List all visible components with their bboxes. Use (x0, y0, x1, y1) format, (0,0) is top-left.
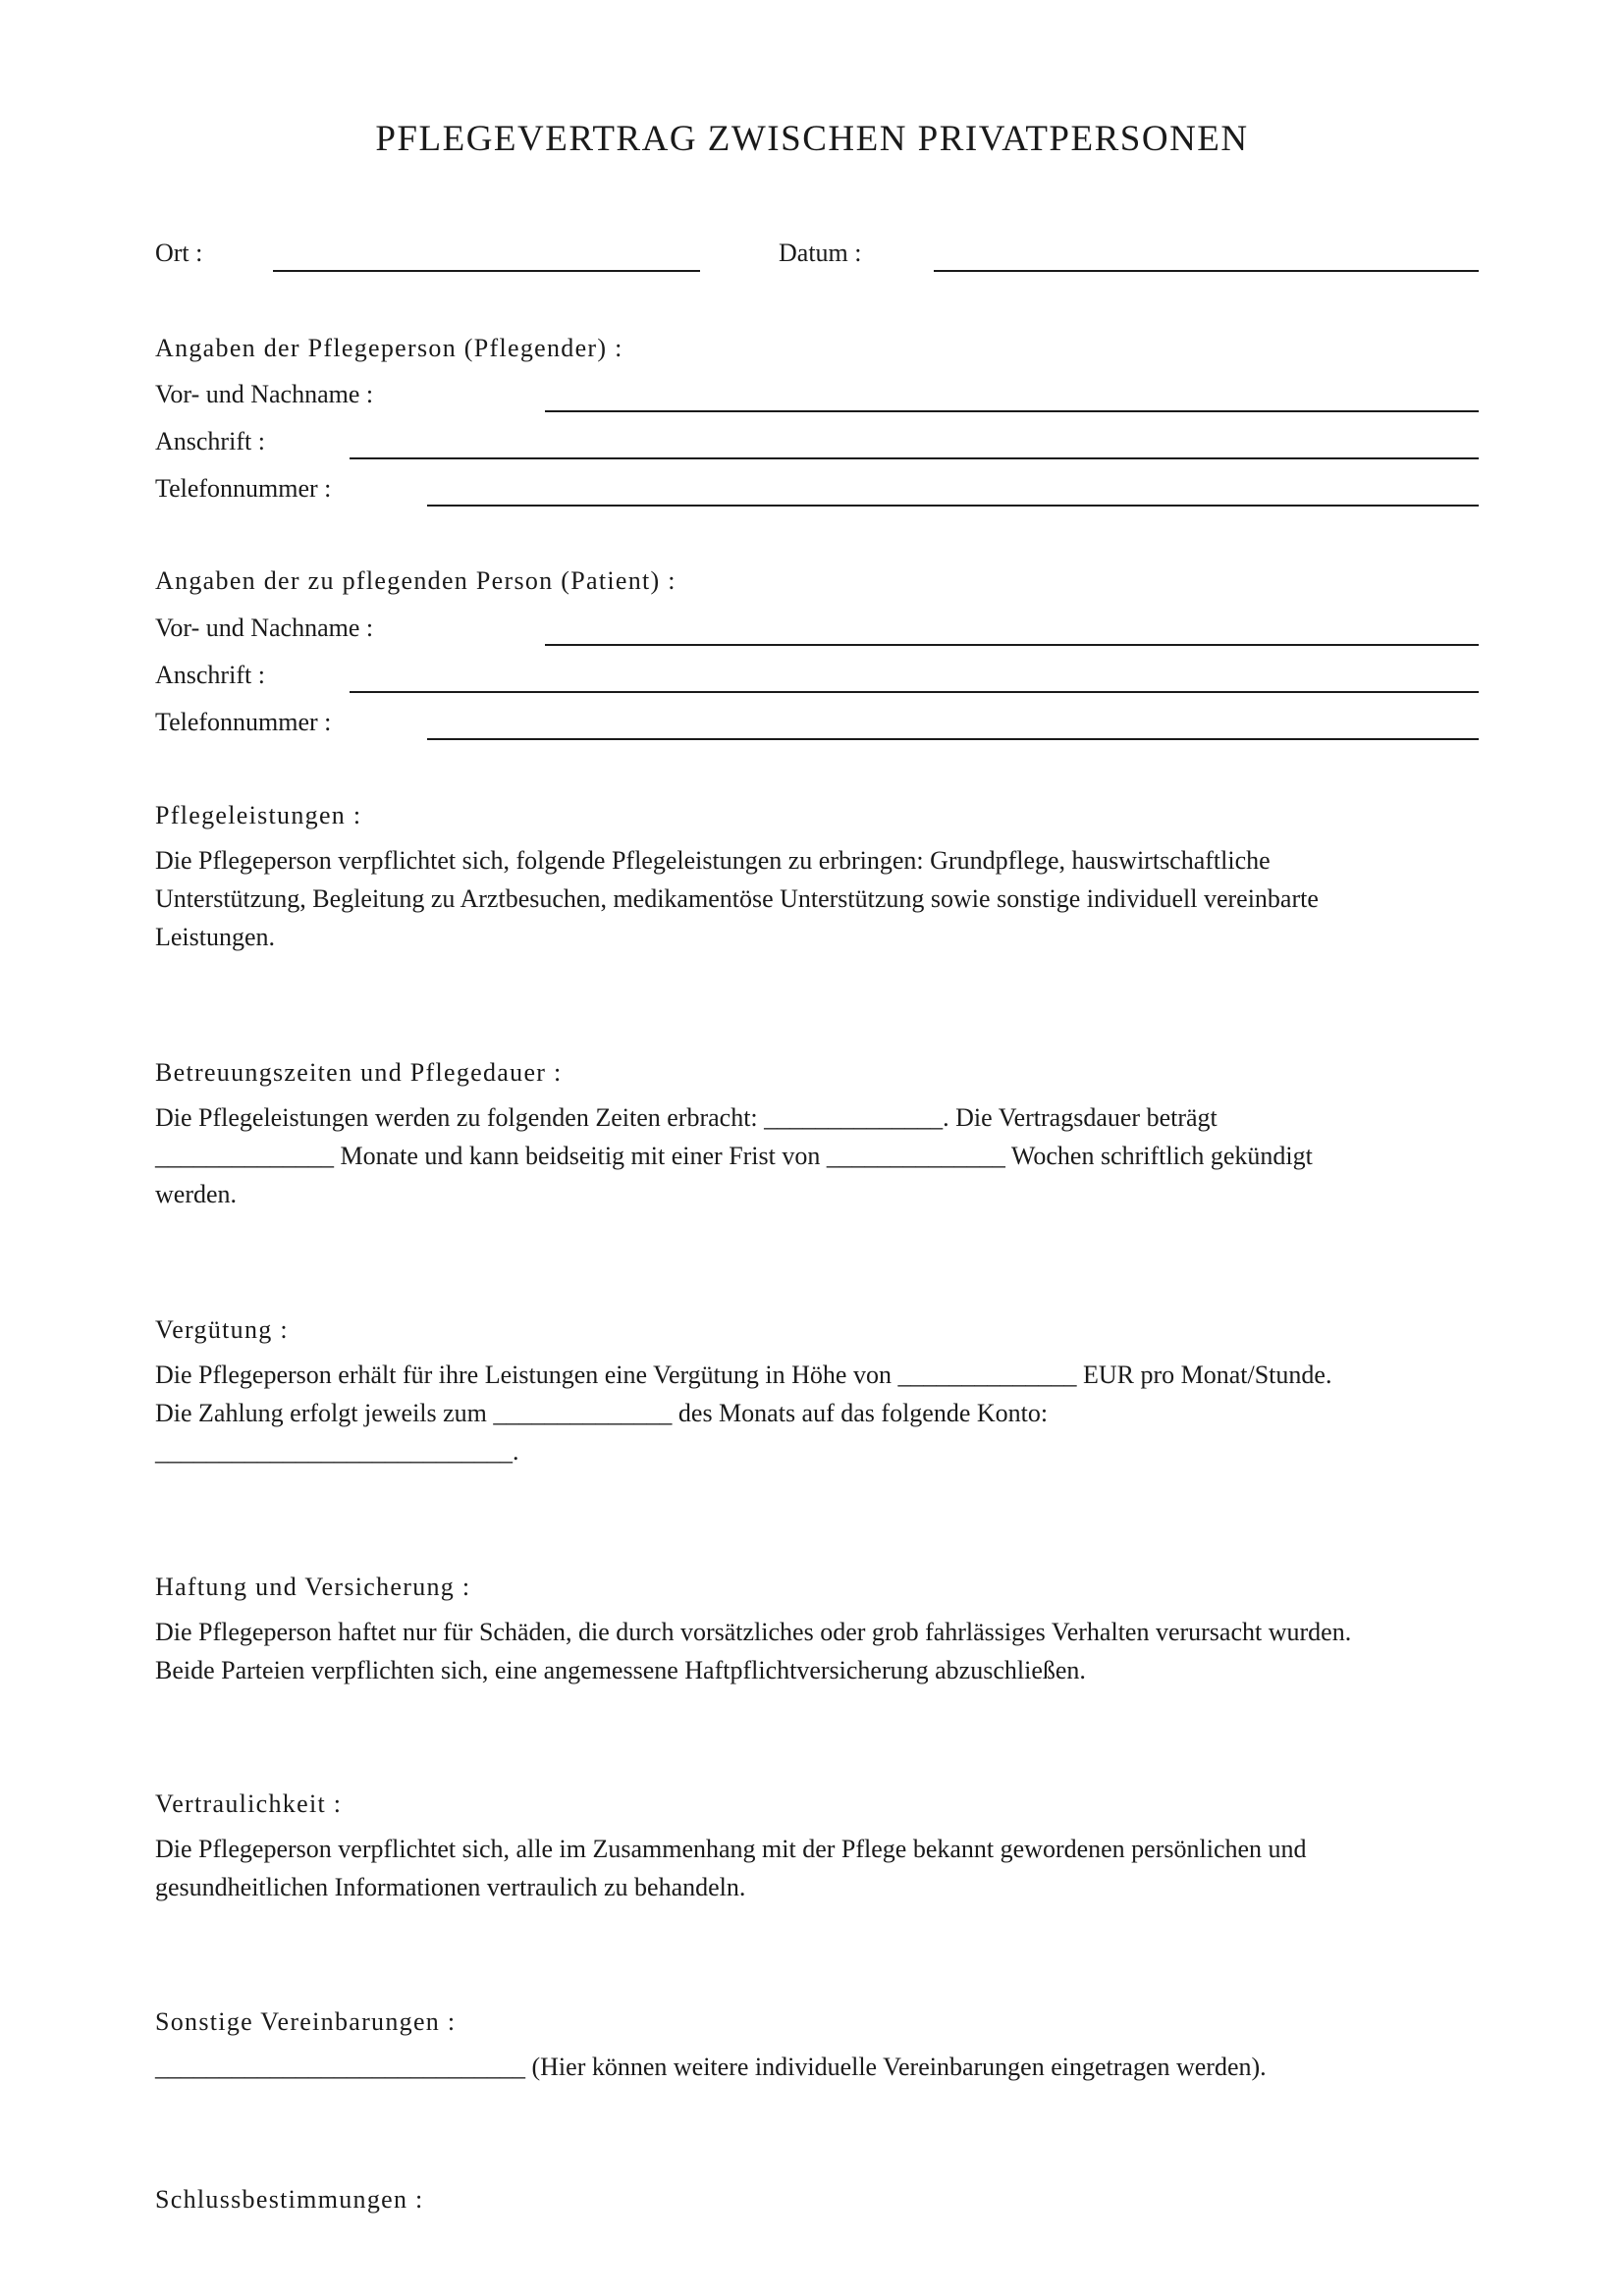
payment-line: Die Pflegeperson erhält für ihre Leistungen eine Vergütung in Höhe von ______________ EUR pro Monat/Stunde. (155, 1361, 1332, 1389)
payment-paragraph (155, 1356, 1471, 1470)
datum-label: Datum : (779, 239, 862, 267)
document-title: PFLEGEVERTRAG ZWISCHEN PRIVATPERSONEN (375, 119, 1249, 159)
caregiver-phone-field-line[interactable] (427, 505, 1479, 507)
times-heading: Betreuungszeiten und Pflegedauer : (155, 1058, 563, 1087)
patient-phone-field-line[interactable] (427, 738, 1479, 740)
liability-line: Die Pflegeperson haftet nur für Schäden, die durch vorsätzliches oder grob fahrlässiges Verhalten verursacht wurden. (155, 1618, 1352, 1646)
other-line: _____________________________ (Hier können weitere individuelle Vereinbarungen eingetragen werden). (155, 2053, 1267, 2081)
caregiver-address-field-line[interactable] (350, 457, 1479, 459)
ort-field-line[interactable] (273, 270, 700, 272)
patient-heading: Angaben der zu pflegenden Person (Patient) : (155, 566, 677, 595)
payment-line: Die Zahlung erfolgt jeweils zum ______________ des Monats auf das folgende Konto: (155, 1399, 1049, 1427)
liability-heading: Haftung und Versicherung : (155, 1573, 471, 1601)
payment-heading: Vergütung : (155, 1315, 289, 1344)
caregiver-heading: Angaben der Pflegeperson (Pflegender) : (155, 334, 623, 362)
times-line: Die Pflegeleistungen werden zu folgenden Zeiten erbracht: ______________. Die Vertragsdauer beträgt (155, 1103, 1218, 1132)
services-line: Unterstützung, Begleitung zu Arztbesuchen, medikamentöse Unterstützung sowie sonstige individuell vereinbarte (155, 884, 1319, 913)
confidentiality-paragraph (155, 1830, 1471, 1906)
caregiver-address-label: Anschrift : (155, 427, 265, 455)
caregiver-name-label: Vor- und Nachname : (155, 380, 374, 408)
other-heading: Sonstige Vereinbarungen : (155, 2007, 457, 2036)
caregiver-phone-label: Telefonnummer : (155, 474, 332, 503)
caregiver-name-field-line[interactable] (545, 410, 1479, 412)
services-paragraph (155, 841, 1471, 956)
patient-address-label: Anschrift : (155, 661, 265, 689)
patient-phone-label: Telefonnummer : (155, 708, 332, 736)
ort-label: Ort : (155, 239, 203, 267)
datum-field-line[interactable] (934, 270, 1479, 272)
other-paragraph (155, 2048, 1471, 2086)
times-paragraph (155, 1098, 1471, 1213)
confidentiality-heading: Vertraulichkeit : (155, 1789, 343, 1818)
payment-line: ____________________________. (155, 1437, 519, 1466)
services-heading: Pflegeleistungen : (155, 801, 362, 829)
services-line: Leistungen. (155, 923, 276, 951)
times-line: ______________ Monate und kann beidseitig mit einer Frist von ______________ Wochen schriftlich gekündigt (155, 1142, 1313, 1170)
confidentiality-line: Die Pflegeperson verpflichtet sich, alle im Zusammenhang mit der Pflege bekannt gewordenen persönlichen und (155, 1835, 1307, 1863)
patient-name-label: Vor- und Nachname : (155, 614, 374, 642)
final-heading: Schlussbestimmungen : (155, 2185, 424, 2214)
liability-line: Beide Parteien verpflichten sich, eine angemessene Haftpflichtversicherung abzuschließen. (155, 1656, 1086, 1684)
liability-paragraph (155, 1613, 1471, 1689)
services-line: Die Pflegeperson verpflichtet sich, folgende Pflegeleistungen zu erbringen: Grundpflege, hauswirtschaftliche (155, 846, 1271, 875)
patient-name-field-line[interactable] (545, 644, 1479, 646)
patient-address-field-line[interactable] (350, 691, 1479, 693)
times-line: werden. (155, 1180, 238, 1208)
confidentiality-line: gesundheitlichen Informationen vertraulich zu behandeln. (155, 1873, 746, 1901)
